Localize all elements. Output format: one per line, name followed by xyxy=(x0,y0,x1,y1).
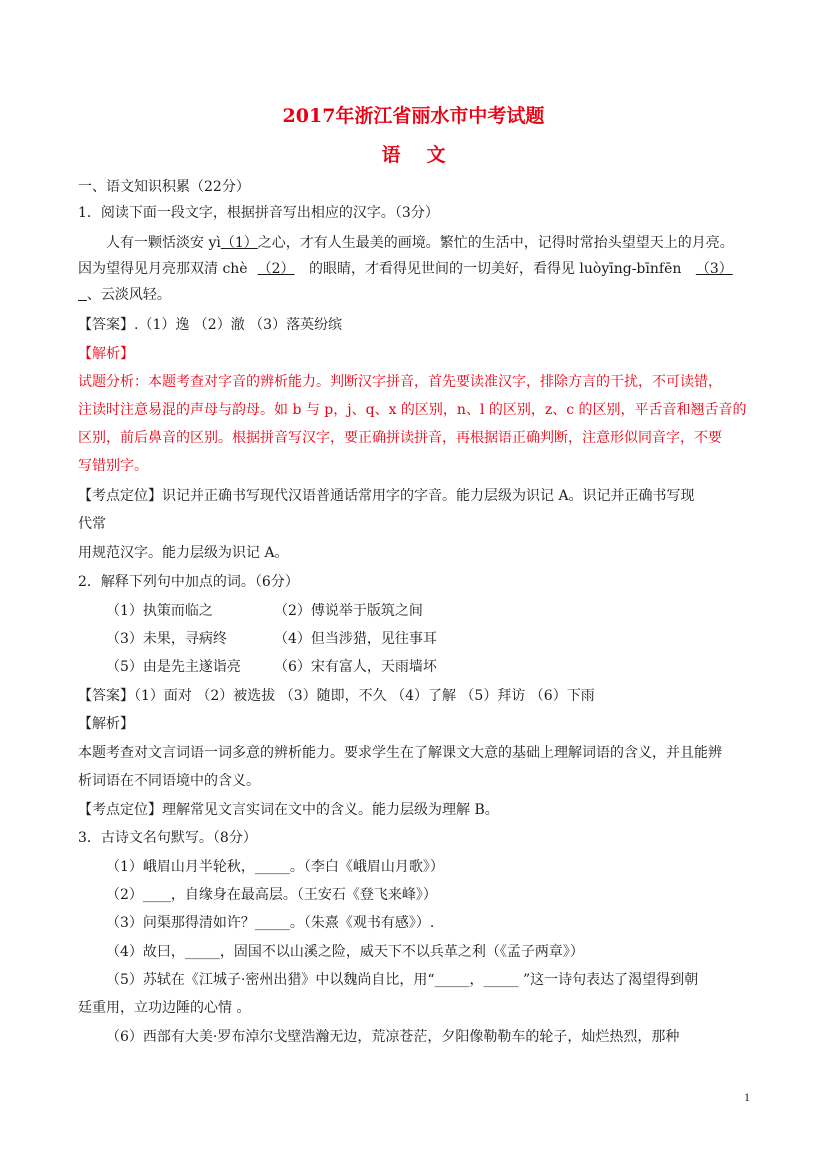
q2-analysis-label: 【解析】 xyxy=(78,716,134,732)
q2-answer: 【答案】（1）面对 （2）被选拔 （3）随即，不久 （4）了解 （5）拜访 （6）下雨 xyxy=(78,688,595,704)
q3-item: （6）西部有大美·罗布淖尔戈壁浩瀚无边，荒凉苍茫，夕阳像勒勒车的轮子，灿烂热烈，那种 xyxy=(106,1029,680,1045)
blank-3-end xyxy=(78,287,87,303)
q1-passage-text: 因为望得见月亮那双清 chè xyxy=(78,261,248,277)
exam-title: 2017年浙江省丽水市中考试题 xyxy=(282,105,545,127)
q1-analysis-line: 区别，前后鼻音的区别。根据拼音写汉字，要正确拼读拼音，再根据语正确判断，注意形似同音字，不要 xyxy=(78,430,722,446)
blank-3: （3） xyxy=(695,261,733,277)
q2-item: （6）宋有富人，天雨墙坏 xyxy=(274,659,437,675)
q3-prompt: 3．古诗文名句默写。（8分） xyxy=(78,830,257,846)
q3-item: （3）问渠那得清如许？_____。（朱熹《观书有感》）. xyxy=(106,915,435,931)
q1-analysis-line: 注读时注意易混的声母与韵母。如 b 与 p，j、q、x 的区别，n、l 的区别，z、c 的区别，平舌音和翘舌音的 xyxy=(78,402,747,418)
q3-item-continued: 廷重用，立功边陲的心情 。 xyxy=(78,1000,251,1016)
q1-point-line: 【考点定位】识记并正确书写现代汉语普通话常用字的字音。能力层级为识记 A。识记并正确书写现 xyxy=(78,488,695,504)
q1-prompt: 1．阅读下面一段文字，根据拼音写出相应的汉字。（3分） xyxy=(78,205,439,221)
q1-passage-line-2 xyxy=(78,259,758,279)
q2-item: （1）执策而临之 xyxy=(106,603,213,619)
q2-point: 【考点定位】理解常见文言实词在文中的含义。能力层级为理解 B。 xyxy=(78,802,499,818)
blank-2: （2） xyxy=(257,261,295,277)
section-heading: 一、语文知识积累（22分） xyxy=(78,179,250,195)
q2-analysis-line: 析词语在不同语境中的含义。 xyxy=(78,773,260,789)
q2-item: （5）由是先主遂诣亮 xyxy=(106,659,241,675)
q1-passage-text: 的眼睛，才看得见世间的一切美好，看得见 luòyīng-bīnfēn xyxy=(304,261,686,277)
q2-prompt: 2．解释下列句中加点的词。（6分） xyxy=(78,574,299,590)
q1-passage-text: 之心，才有人生最美的画境。繁忙的生活中，记得时常抬头望望天上的月亮。 xyxy=(257,235,734,251)
q2-item: （2）傅说举于版筑之间 xyxy=(274,603,423,619)
subject-title: 语文 xyxy=(381,144,472,166)
q1-answer: 【答案】.（1）逸 （2）澈 （3）落英纷缤 xyxy=(78,317,343,333)
q3-item: （5）苏轼在《江城子·密州出猎》中以魏尚自比，用“_____，_____ ”这一诗句表达了渴望得到朝 xyxy=(106,972,699,988)
q1-point-line: 代常 xyxy=(78,516,106,532)
q3-item: （4）故曰，_____，固国不以山溪之险，威天下不以兵革之利（《孟子两章》） xyxy=(106,944,584,960)
page-number: 1 xyxy=(744,1090,750,1104)
q1-analysis-label: 【解析】 xyxy=(78,346,134,362)
q2-analysis-line: 本题考查对文言词语一词多意的辨析能力。要求学生在了解课文大意的基础上理解词语的含义，并且能辨 xyxy=(78,745,722,761)
q1-passage-line-1 xyxy=(106,233,786,253)
q1-analysis-line: 试题分析：本题考查对字音的辨析能力。判断汉字拼音，首先要读准汉字，排除方言的干扰，不可读错， xyxy=(78,374,722,390)
q1-analysis-line: 写错别字。 xyxy=(78,458,148,474)
q3-item: （2）____，自缘身在最高层。（王安石《登飞来峰》） xyxy=(106,887,437,903)
q3-item: （1）峨眉山月半轮秋，_____。（李白《峨眉山月歌》） xyxy=(106,859,444,875)
q2-item: （3）未果，寻病终 xyxy=(106,631,227,647)
q1-passage-text: 、云淡风轻。 xyxy=(86,287,171,303)
q2-item: （4）但当涉猎，见往事耳 xyxy=(274,631,437,647)
q1-passage-line-3 xyxy=(78,285,758,305)
q1-passage-text: 人有一颗恬淡安 yì xyxy=(106,235,221,251)
q1-point-line: 用规范汉字。能力层级为识记 A。 xyxy=(78,545,289,561)
blank-1: （1） xyxy=(220,235,258,251)
